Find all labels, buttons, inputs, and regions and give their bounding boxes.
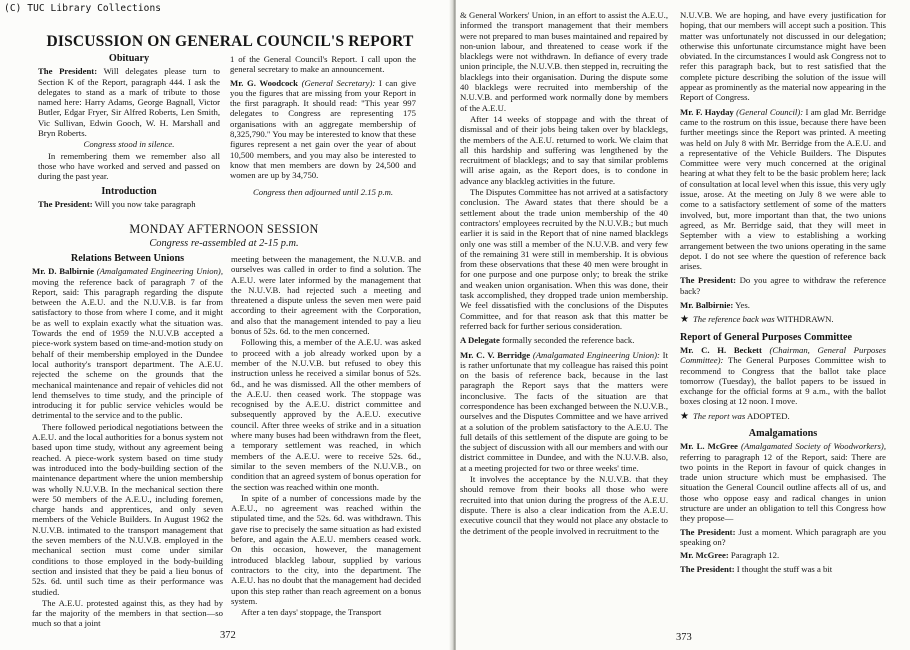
speaker-name: The President: (680, 563, 735, 574)
silence-note: Congress stood in silence. (83, 139, 175, 150)
relations-column-1 (32, 254, 223, 636)
speaker-name: Mr. D. Balbirnie (32, 266, 95, 277)
page-title: DISCUSSION ON GENERAL COUNCIL'S REPORT (46, 33, 414, 50)
balbirnie-reply (680, 300, 886, 310)
hoping-paragraph: N.U.V.B. We are hoping, and have every justification for hoping, that our members will accept such a position. This matter was unfortunately not discussed in our delegation; otherwise this unfortunate circumstance might have been obviated. In the circumstances I would ask Congress not to refer this paragraph back, but to rest satisfied that the complete picture describing the solution of the issue will appear as prominently as the material now appearing in the Report of Congress. (680, 10, 886, 103)
right-column-1 (460, 10, 668, 626)
president-question (680, 275, 886, 296)
president-comment-text: I thought the stuff was a bit (734, 563, 833, 574)
president-interjection (680, 527, 886, 548)
speaker-name: Mr. McGree: (680, 550, 729, 561)
beckett-paragraph (680, 345, 886, 407)
speaker-name: Mr. F. Hayday (680, 106, 734, 117)
obituary-column (38, 54, 220, 214)
speaker-name: Mr. C. V. Berridge (460, 349, 531, 360)
berridge-text: It is rather unfortunate that my colleague has raised this point on the basis of reference back, because in the last paragraph the Report says that the matters were inconclusive. The facts of the situation are that correspondence has been exchanged between the N.U.V.B., ourselves and the Disputes Committee and we have arrived at a solution of the problem satisfactory to the A.E.U. The full details of this settlement of the dispute are going to be the subject of discussion with all our members and with our district committee in Dundee, and with the N.U.V.B. also, at a meeting projected for two or three weeks' time. (460, 349, 668, 473)
mcgree-reply (680, 550, 886, 560)
hardship-paragraph: After 14 weeks of stoppage and with the threat of dismissal and of their jobs being taken over by blacklegs, the members of the A.E.U. returned to work. We claim that all this hardship and suffering was lengthened by the recruitment of blacklegs; and to say that similar problems will arise again, as the Report does, is to condone in advance any blackleg activities in the future. (460, 113, 668, 186)
relations-column-2 (231, 254, 421, 624)
protest-paragraph: The A.E.U. protested against this, as they had by far the majority of the members in that section—so much so that a joint (32, 597, 223, 629)
woodcock-paragraph (230, 78, 416, 181)
meeting-paragraph: meeting between the management, the N.U.V.B. and ourselves was called in order to find a solution. The A.E.U. were later informed by the management that the N.U.V.B. had rejected such a meeting and threatened a dispute unless the seven men were paid according to their agreement with the Corporation, and also that the management intended to pay a lieu bonus of 52s. 6d. to the men concerned. (231, 254, 421, 337)
delegate-text: formally seconded the reference back. (499, 335, 635, 346)
berridge-paragraph (460, 350, 668, 474)
president-comment (680, 564, 886, 574)
adopted-result (680, 411, 886, 422)
adjourned-note: Congress then adjourned until 2.15 p.m. (252, 186, 394, 197)
obituary-heading: Obituary (108, 54, 150, 64)
copyright-notice: (C) TUC Library Collections (4, 3, 162, 14)
result-label: The reference back was (692, 314, 775, 325)
introduction-paragraph (38, 199, 220, 209)
mcgree-paragraph (680, 441, 886, 523)
result-label: The report was (692, 410, 746, 421)
berridge-paragraph-2: It involves the acceptance by the N.U.V.B. that they should remove from their books all those who were recruited into that union during the progress of the A.E.U. dispute. There is also a clear indication from the A.E.U. executive council that they would not place any obstacle to the detriment of the people involved in recruitment to the (460, 474, 668, 536)
mcgree-reply-text: Paragraph 12. (728, 550, 780, 561)
dismissal-paragraph: Following this, a member of the A.E.U. was asked to proceed with a job already worked upon by a member of the N.U.V.B. but refused to obey this instruction unless he received a similar bonus of 52s. 6d., and he was dismissed. All the other members of the A.E.U. then ceased work. The stoppage was recognised by the A.E.U. district committee and subsequently approved by the A.E.U. executive council. After three weeks of strike and in a situation where many buses had been withdrawn from the fleet, a temporary settlement was reached, in which members of the A.E.U. were to receive 52s. 6d., similar to the seven members of the N.U.V.B., on condition that an agreed system of bonus operation for the section was reached within one month. (231, 337, 421, 492)
announcement-paragraph: 1 of the General Council's Report. I call upon the general secretary to make an announcement. (230, 54, 416, 75)
withdrawn-result (680, 314, 886, 325)
introduction-text: Will you now take paragraph (92, 198, 196, 209)
left-page (0, 0, 452, 650)
page-number-right: 373 (676, 632, 692, 643)
beckett-text: The General Purposes Committee wish to recommend to Congress that the ballot take place tomorrow (Tuesday), the ballot papers to be issued in exchange for the official forms at 9 a.m., with the ballot boxes closing at 12 noon. I move. (680, 355, 886, 407)
page-number-left: 372 (220, 630, 236, 641)
right-column-2 (680, 10, 886, 638)
speaker-name: The President: (38, 198, 93, 209)
star-icon: ★ (680, 410, 689, 422)
speaker-role: (Chairman, General Purposes Committee): (680, 344, 886, 366)
speaker-role: (Amalgamated Engineering Union), (96, 266, 223, 277)
woodcock-column (230, 54, 416, 214)
speaker-name: Mr. L. McGree (680, 441, 738, 452)
result-value: WITHDRAWN. (776, 314, 834, 325)
speaker-name: A Delegate (460, 335, 500, 346)
session-subtitle: Congress re-assembled at 2-15 p.m. (149, 238, 299, 249)
tgwu-paragraph: & General Workers' Union, in an effort to assist the A.E.U., informed the transport management that their members were not prepared to man buses maintained and repaired by non-union labour, and threatened to cease work if the blacklegs were not withdrawn. In defiance of every trade union principle, the N.U.V.B. then stepped in, recruiting the blacklegs into their organisation. During the dispute some 40 blacklegs were recruited into membership of the N.U.V.B. and performed work normally done by members of the A.E.U. (460, 10, 668, 113)
remembrance-paragraph: In remembering them we remember also all those who have worked and served and passed on during the past year. (38, 150, 220, 182)
gp-heading: Report of General Purposes Committee (680, 331, 853, 343)
introduction-heading: Introduction (101, 185, 157, 197)
speaker-name: The President: (38, 66, 98, 77)
hayday-paragraph (680, 107, 886, 272)
obituary-text: Will delegates please turn to Section K of the Report, paragraph 444. I ask the delegates to stand as a mark of tribute to those named here: Harry Adams, George Bagnall, Victor Butler, Edgar Fryer, Sir Alfred Roberts, Len Smith, Vic Sullivan, Edwin Gooch, W. H. Marshall and Bryn Roberts. (38, 66, 220, 139)
delegate-paragraph (460, 335, 668, 345)
session-title: MONDAY AFTERNOON SESSION (129, 222, 319, 236)
hayday-text: I am glad Mr. Berridge came to the rostrum on this issue, because there have been further meetings since the Report was printed. A meeting was held on July 8 with Mr. Berridge from the A.E.U. and a representative of the Vehicle Builders. The Disputes Committee were very much concerned at the original hearing at what they felt to be the basic problem here; lack of consultation at local level when this issue, this very ugly issue, arose. At the meeting on July 8 we were able to come to a satisfactory settlement of some of the matters involved, but, more important than that, the two unions agreed, as Mr. Berridge said, that they will meet in September with a view to establishing a working arrangement between the two unions operating in the same depot. I do not see where the question of reference back arises. (680, 106, 886, 272)
balbirnie-paragraph (32, 266, 223, 420)
woodcock-text: I can give you the figures that are missing from your Report in the first paragraph. It should read: "This year 997 delegates to Congress are representing 175 organisations with an aggregate membership of 8,325,790." You may be interested to know that these figures represent a net gain over the year of about 10,500 members, and you may also be interested to know that men members are down by 24,500 and women are up by 34,750. (230, 77, 416, 181)
disputes-paragraph: The Disputes Committee has not arrived at a satisfactory conclusion. The Award states that there should be a settlement about the trade union membership of the 40 contractors' employees recruited by the N.U.V.B.; but much earlier it is said in the Report that of nine named blacklegs only one was still a member of the N.U.V.B. and very few of the remaining 31 were still in membership. It is obvious from these observations that these 40 men were brought in for one purpose and one purpose only; to break the strike and weaken union organisation. When this was done, their task accomplished, they dropped trade union membership. We feel dissatisfied with the conclusions of the Disputes Committee, and for that reason ask that this matter be referred back for further serious consideration. (460, 187, 668, 331)
speaker-role: (General Council): (736, 106, 804, 117)
stoppage-paragraph: After a ten days' stoppage, the Transport (241, 607, 382, 618)
balbirnie-reply-text: Yes. (733, 300, 750, 311)
right-page (456, 0, 910, 650)
speaker-role: (General Secretary): (301, 77, 376, 88)
president-question-text: Do you agree to withdraw the reference back? (680, 275, 886, 296)
speaker-role: (Amalgamated Engineering Union): (532, 349, 660, 360)
star-icon: ★ (680, 314, 689, 326)
speaker-name: The President: (680, 275, 737, 286)
speaker-name: The President: (680, 526, 736, 537)
president-interjection-text: Just a moment. Which paragraph are you speaking on? (680, 526, 886, 547)
balbirnie-text: moving the reference back of paragraph 7 of the Report, said: This paragraph regarding the dispute between the A.E.U. and the N.U.V.B. is far from satisfactory to those from where I come, and it might be as well to explain exactly what the situation was. Towards the end of 1959 the N.U.V.B accepted a piece-work system based on time-and-motion study on behalf of their membership employed in the Dundee local authority's transport department. The A.E.U. rejected the scheme on the grounds that the mechanical maintenance and repair of vehicles did not lend themselves to time study, and the principle of introducing it for public service vehicles would be detrimental to the service and to the public. (32, 276, 223, 421)
result-value: ADOPTED. (746, 410, 790, 421)
negotiations-paragraph: There followed periodical negotiations between the A.E.U. and the local authorities for a bonus system not based upon time study, without any agreement being reached. A piece-work system based on time study was introduced into the body-building section of the maintenance department where the union membership was wholly N.U.V.B. In the mechanical section there were 50 members of the A.E.U., including foremen, charge hands and apprentices, and only seven members of the Vehicle Builders. In August 1962 the N.U.V.B. intimated to the transport management that the seven members of the N.U.V.B. employed in the mechanical section must come under similar conditions to those employed in the body-building section and insisted that they be paid a lieu bonus of 52s. 6d. until such time as their performance was studied. (32, 421, 223, 597)
amalgamations-heading: Amalgamations (748, 427, 818, 439)
speaker-name: Mr. Balbirnie: (680, 300, 734, 311)
obituary-paragraph (38, 66, 220, 138)
concessions-paragraph: In spite of a number of concessions made by the A.E.U., no agreement was reached within the stipulated time, and the 52s. 6d. was withdrawn. This gave rise to precisely the same situation as had existed before, and again the A.E.U. members ceased work. On this occasion, however, the management introduced blackleg labour, supplied by various contractors to the city, into the department. The A.E.U. has no doubt that the management had decided upon this step rather than reach agreement on a bonus system. (231, 492, 421, 606)
speaker-role: (Amalgamated Society of Woodworkers), (741, 441, 886, 452)
speaker-name: Mr. C. H. Beckett (680, 344, 762, 355)
speaker-name: Mr. G. Woodcock (230, 77, 298, 88)
mcgree-text: referring to paragraph 12 of the Report, said: There are two points in the Report in favour of quick changes in trade union structure which must be emphasised. The situation the General Council outline affects all of us, and those who oppose easy and radical changes in union structure are under an obligation to tell this Congress how they propose— (680, 451, 886, 524)
relations-heading: Relations Between Unions (70, 254, 185, 264)
